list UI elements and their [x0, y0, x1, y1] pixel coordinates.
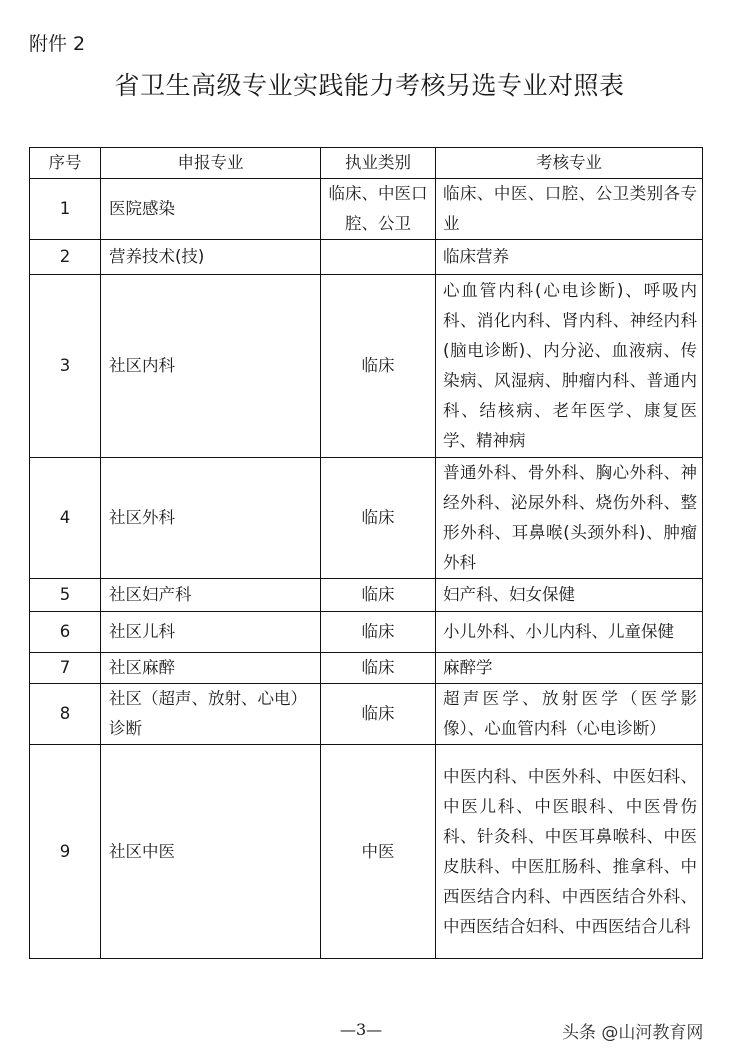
row-category: [321, 240, 436, 275]
row-no: 6: [30, 612, 101, 653]
table-row: [30, 745, 703, 959]
header-no: 序号: [30, 148, 101, 179]
row-no: 9: [30, 745, 101, 959]
page-number: —3—: [340, 1020, 383, 1039]
row-exam: 中医内科、中医外科、中医妇科、中医儿科、中医眼科、中医骨伤科、针灸科、中医耳鼻喉科、中医皮肤科、中医肛肠科、推拿科、中西医结合内科、中西医结合外科、中西医结合妇科、中西医结合儿科: [436, 745, 703, 959]
table-row: [30, 579, 703, 612]
comparison-table: [29, 147, 703, 959]
row-no: 1: [30, 179, 101, 240]
row-category: 临床、中医口腔、公卫: [321, 179, 436, 240]
table-row: [30, 458, 703, 579]
header-category: 执业类别: [321, 148, 436, 179]
row-exam: 普通外科、骨外科、胸心外科、神经外科、泌尿外科、烧伤外科、整形外科、耳鼻喉(头颈外科)、肿瘤外科: [436, 458, 703, 579]
row-category: 临床: [321, 458, 436, 579]
row-specialty: 社区（超声、放射、心电）诊断: [101, 684, 321, 745]
row-category: 临床: [321, 579, 436, 612]
row-exam: 麻醉学: [436, 653, 703, 684]
watermark: 头条 @山河教育网: [562, 1023, 704, 1043]
row-exam: 心血管内科(心电诊断)、呼吸内科、消化内科、肾内科、神经内科(脑电诊断)、内分泌、血液病、传染病、风湿病、肿瘤内科、普通内科、结核病、老年医学、康复医学、精神病: [436, 275, 703, 458]
row-specialty: 社区儿科: [101, 612, 321, 653]
row-specialty: 医院感染: [101, 179, 321, 240]
row-exam: 妇产科、妇女保健: [436, 579, 703, 612]
page-title: 省卫生高级专业实践能力考核另选专业对照表: [114, 71, 625, 100]
row-specialty: 社区外科: [101, 458, 321, 579]
row-category: 临床: [321, 612, 436, 653]
row-category: 临床: [321, 684, 436, 745]
row-no: 4: [30, 458, 101, 579]
table-row: [30, 612, 703, 653]
row-category: 临床: [321, 653, 436, 684]
table-row: [30, 240, 703, 275]
attachment-label: 附件 2: [29, 33, 86, 55]
header-exam: 考核专业: [436, 148, 703, 179]
row-specialty: 社区中医: [101, 745, 321, 959]
row-specialty: 营养技术(技): [101, 240, 321, 275]
row-exam: 超声医学、放射医学（医学影像）、心血管内科（心电诊断）: [436, 684, 703, 745]
row-no: 5: [30, 579, 101, 612]
row-specialty: 社区内科: [101, 275, 321, 458]
row-exam: 临床、中医、口腔、公卫类别各专业: [436, 179, 703, 240]
row-no: 2: [30, 240, 101, 275]
table-header-row: [30, 148, 703, 179]
row-no: 7: [30, 653, 101, 684]
row-specialty: 社区麻醉: [101, 653, 321, 684]
row-no: 8: [30, 684, 101, 745]
row-category: 中医: [321, 745, 436, 959]
table-row: [30, 653, 703, 684]
row-exam: 小儿外科、小儿内科、儿童保健: [436, 612, 703, 653]
row-exam: 临床营养: [436, 240, 703, 275]
row-no: 3: [30, 275, 101, 458]
header-specialty: 申报专业: [101, 148, 321, 179]
row-specialty: 社区妇产科: [101, 579, 321, 612]
row-category: 临床: [321, 275, 436, 458]
table-row: [30, 179, 703, 240]
table-row: [30, 275, 703, 458]
table-row: [30, 684, 703, 745]
